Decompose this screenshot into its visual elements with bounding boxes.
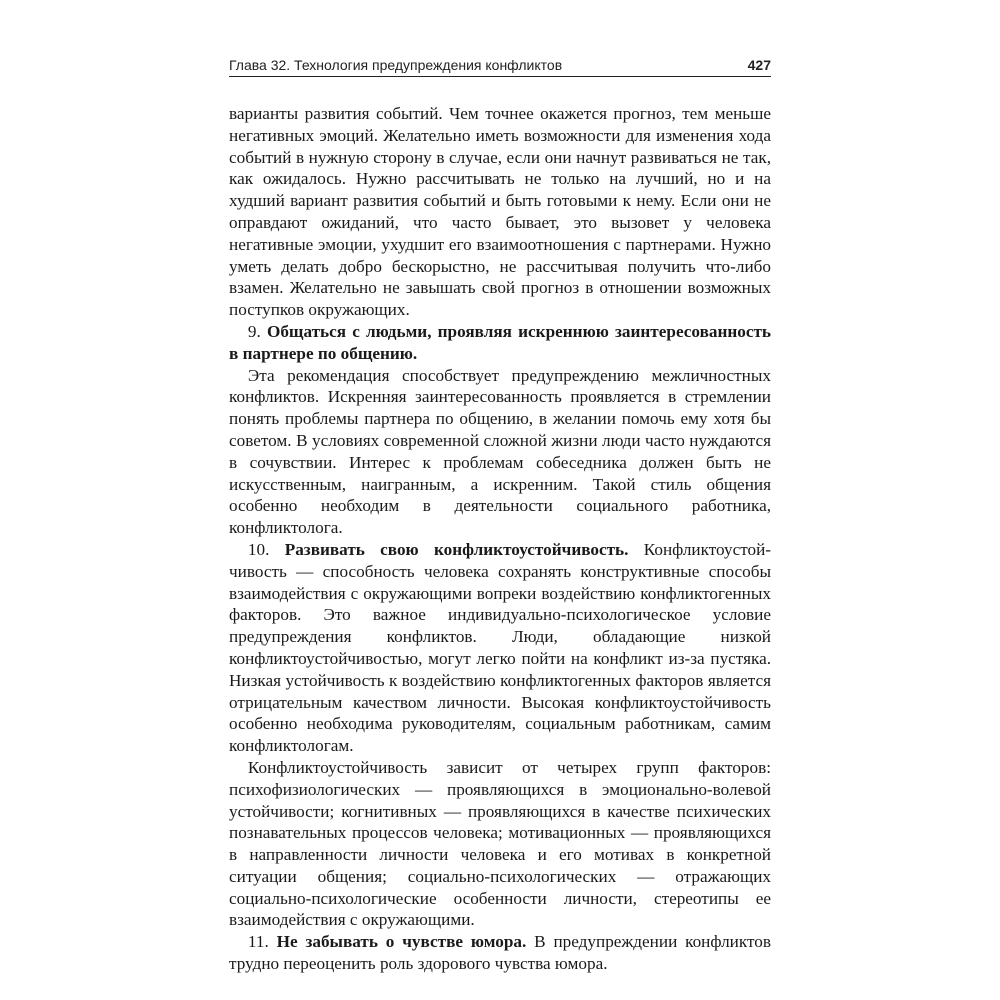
item-11-heading: Не забывать о чувстве юмора.: [276, 932, 527, 952]
item-11-text: В предупреждении конфликтов трудно переоценить роль здорового чувства юмора.: [229, 932, 771, 974]
page-number: 427: [747, 57, 771, 73]
item-9-heading-paragraph: [229, 321, 771, 365]
item-10-text-continued: Конфликтоустойчивость зависит от четырех групп факторов: психофизиологических — проявляющихся в эмоционально-волевой устойчивости; когнитивных — проявляющихся в качестве психических познавательных процессов человека; мотивационных — проявляющихся в направленности личности человека и его мотивах в конкретной ситуации общения; социально-психологических — отражающих социально-психологические особенности личности, стереотипы ее взаимодействия с окружающими.: [229, 757, 771, 930]
running-header: [229, 50, 771, 77]
item-10-paragraph: [229, 539, 771, 757]
item-9-text: Эта рекомендация способствует предупреждению межличностных конфликтов. Искренняя заинтересованность проявляется в стремлении понять проблемы партнера по общению, в желании помочь ему хотя бы советом. В условиях современной сложной жизни люди часто нуждаются в сочувствии. Интерес к проблемам собеседника должен быть не искусственным, наигранным, а искренним. Такой стиль общения особенно необходим в деятельности социального работника, конфликтолога.: [229, 365, 771, 538]
item-9-number: 9.: [247, 321, 267, 341]
paragraph-continued: варианты развития событий. Чем точнее окажется прогноз, тем меньше негативных эмоций. Желательно иметь возможности для изменения хода событий в нужную сторону в случае, если они начнут развиваться не так, как ожидалось. Нужно рассчитывать не только на лучший, но и на худший вариант развития событий и быть готовыми к нему. Если они не оправдают ожиданий, что часто бывает, это вызовет у человека негативные эмоции, ухудшит его взаимоотношения с партнерами. Нужно уметь делать добро бескорыстно, не рассчитывая получить что-либо взамен. Желательно не завышать свой прогноз в отношении возможных поступков окружающих.: [229, 104, 771, 320]
item-10-heading: Развивать свою конфликтоустойчивость.: [284, 539, 629, 559]
body-text: [229, 103, 771, 975]
item-9-heading: Общаться с людьми, проявляя искреннюю заинтересованность в партнере по общению.: [229, 321, 772, 363]
chapter-title: Глава 32. Технология предупреждения конфликтов: [229, 57, 563, 73]
item-10-text: Конфликтоустойчивость — способность человека сохранять конструктивные способы взаимодействия с окружающими вопреки воздействию конфликтогенных факторов. Это важное индивидуально-психологическое условие предупреждения конфликтов. Люди, обладающие низкой конфликтоустойчивостью, могут легко пойти на конфликт из-за пустяка. Низкая устойчивость к воздействию конфликтогенных факторов является отрицательным качеством личности. Высокая конфликтоустойчивость особенно необходима руководителям, социальным работникам, самим конфликтологам.: [229, 539, 772, 756]
item-11-paragraph: [229, 931, 771, 975]
item-11-number: 11.: [247, 932, 277, 952]
item-10-number: 10.: [247, 539, 285, 559]
